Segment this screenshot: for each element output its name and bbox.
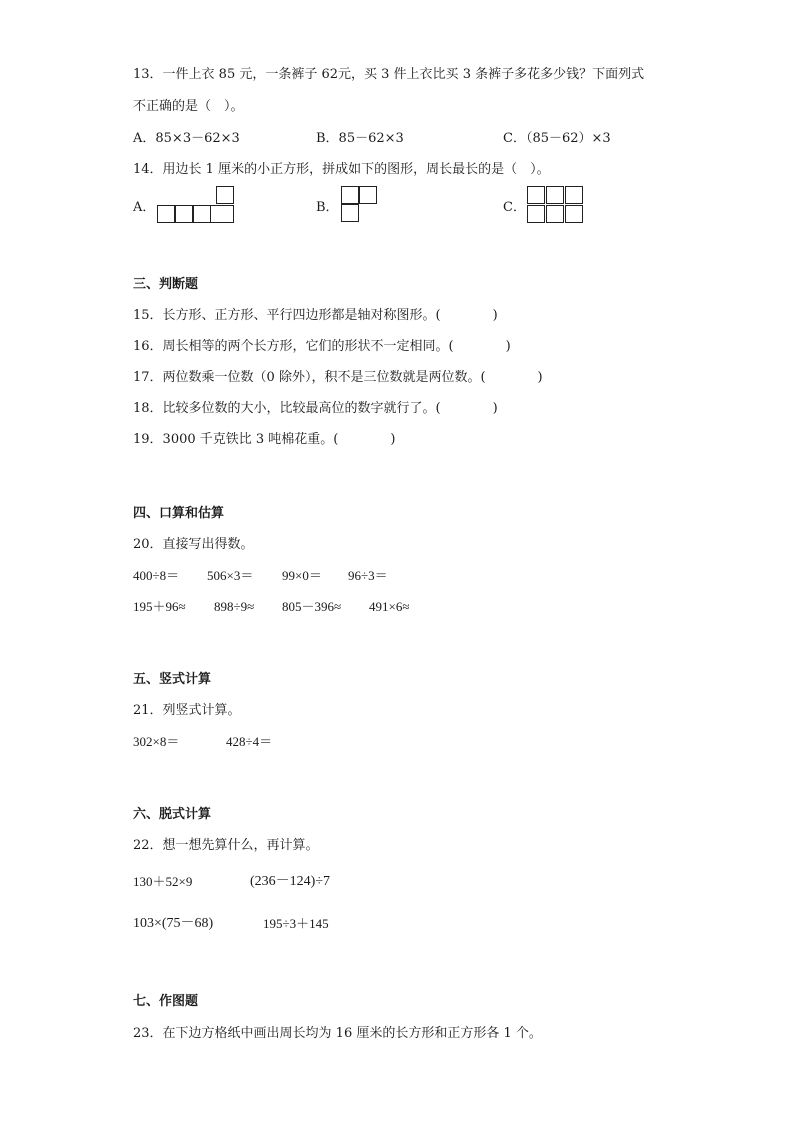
- calc-item: 898÷9≈: [214, 599, 255, 614]
- q22: 22．想一想先算什么，再计算。: [133, 838, 319, 853]
- q14-label-c: C．: [503, 200, 526, 215]
- stepwise-calc-item: 130＋52×9: [133, 874, 193, 889]
- q13-option-c: C．（85－62）×3: [503, 131, 611, 146]
- q19: 19．3000 千克铁比 3 吨棉花重。( ): [133, 432, 396, 447]
- vertical-calc-item: 302×8＝: [133, 734, 180, 749]
- q14-text: 14．用边长 1 厘米的小正方形，拼成如下的图形，周长最长的是（ ）。: [133, 162, 550, 177]
- calc-item: 506×3＝: [207, 568, 254, 583]
- q15: 15．长方形、正方形、平行四边形都是轴对称图形。( ): [133, 308, 498, 323]
- section-7-title: 七、作图题: [133, 994, 199, 1009]
- q21: 21．列竖式计算。: [133, 703, 241, 718]
- vertical-calc-item: 428÷4＝: [226, 734, 273, 749]
- section-6-title: 六、脱式计算: [133, 807, 212, 822]
- q14-figure-c: [527, 186, 585, 226]
- q17: 17．两位数乘一位数（0 除外），积不是三位数就是两位数。( ): [133, 370, 543, 385]
- calc-item: 99×0＝: [282, 568, 322, 583]
- q14-label-a: A．: [133, 200, 156, 215]
- q16: 16．周长相等的两个长方形，它们的形状不一定相同。( ): [133, 339, 511, 354]
- stepwise-calc-item: 195÷3＋145: [263, 916, 329, 931]
- q18: 18．比较多位数的大小，比较最高位的数字就行了。( ): [133, 401, 498, 416]
- calc-item: 96÷3＝: [348, 568, 388, 583]
- q14-figure-b: [341, 186, 381, 226]
- stepwise-calc-item: (236－124)÷7: [250, 874, 331, 889]
- q13-line1: 13．一件上衣 85 元，一条裤子 62元，买 3 件上衣比买 3 条裤子多花多少钱？下面列式: [133, 67, 645, 82]
- calc-item: 491×6≈: [369, 599, 410, 614]
- calc-item: 195＋96≈: [133, 599, 186, 614]
- q23: 23．在下边方格纸中画出周长均为 16 厘米的长方形和正方形各 1 个。: [133, 1026, 542, 1041]
- stepwise-calc-item: 103×(75－68): [133, 916, 214, 931]
- section-3-title: 三、判断题: [133, 277, 199, 292]
- q14-label-b: B．: [316, 200, 339, 215]
- q20: 20．直接写出得数。: [133, 537, 254, 552]
- calc-item: 805－396≈: [282, 599, 342, 614]
- calc-item: 400÷8＝: [133, 568, 180, 583]
- section-4-title: 四、口算和估算: [133, 506, 225, 521]
- section-5-title: 五、竖式计算: [133, 672, 212, 687]
- q13-line2: 不正确的是（ ）。: [133, 99, 244, 114]
- q14-figure-a: [157, 186, 235, 226]
- q13-option-b: B．85－62×3: [316, 131, 404, 146]
- q13-option-a: A．85×3－62×3: [133, 131, 240, 146]
